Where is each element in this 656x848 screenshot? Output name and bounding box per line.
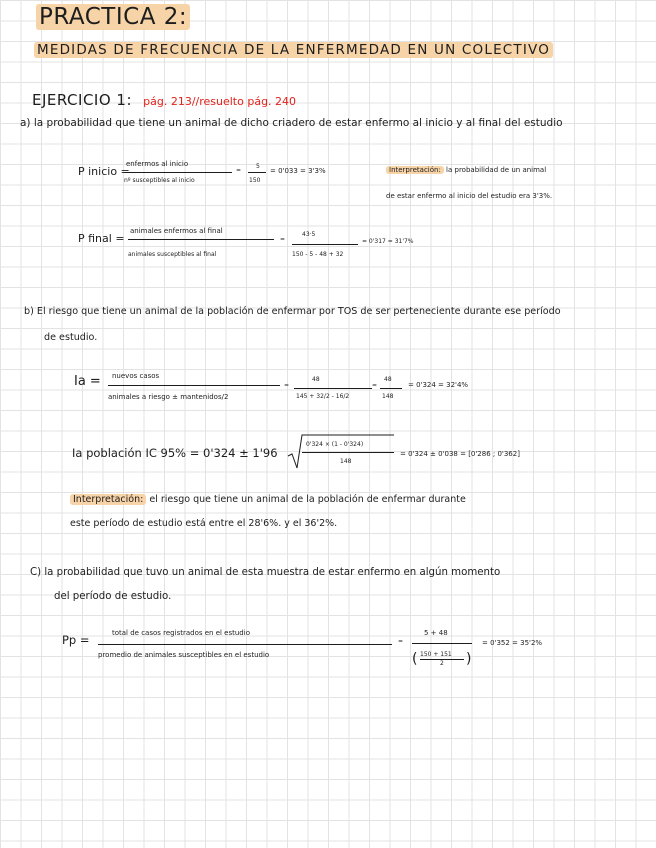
p-inicio-eq-sign: = [236, 167, 242, 174]
ic-sqrt-bar [302, 452, 394, 453]
pp-result: = 0'352 = 35'2% [482, 639, 543, 647]
question-a: a) la probabilidad que tiene un animal de dicho criadero de estar enfermo al inicio y al final del estudio [20, 117, 563, 129]
p-final-result: = 0'317 = 31'7% [362, 238, 414, 245]
ia-fraction2-den: 148 [382, 393, 394, 400]
pp-label: Pp = [62, 633, 90, 647]
p-inicio-fraction-num: 5 [256, 163, 260, 170]
exercise-reference: pág. 213//resuelto pág. 240 [143, 95, 297, 108]
ia-label: Ia = [74, 374, 101, 389]
interpretation-a-line2: de estar enfermo al inicio del estudio era 3'3%. [386, 192, 553, 200]
pp-fraction-bar [412, 643, 472, 644]
ia-result: = 0'324 = 32'4% [408, 381, 469, 389]
ic-sqrt-denominator: 148 [340, 458, 352, 465]
p-inicio-label: P inicio = [78, 165, 130, 178]
ia-eq-sign-1: = [284, 382, 290, 389]
p-final-fraction-bar [292, 244, 358, 245]
p-final-fraction-den: 150 - 5 - 48 + 32 [292, 251, 344, 258]
ia-denominator: animales a riesgo ± mantenidos/2 [108, 393, 229, 401]
p-final-eq-sign: = [280, 236, 286, 243]
ia-fraction1-den: 145 + 32/2 - 16/2 [296, 393, 350, 400]
p-final-denominator: animales susceptibles al final [128, 251, 217, 258]
pp-fraction-num: 5 + 48 [424, 629, 448, 637]
page-title-text: PRACTICA 2: [36, 4, 190, 30]
page-subtitle [34, 42, 553, 58]
pp-numerator: total de casos registrados en el estudio [112, 629, 250, 637]
pp-bar [98, 644, 392, 645]
interpretation-a-line1: la probabilidad de un animal [446, 166, 547, 174]
ic-result: = 0'324 ± 0'038 = [0'286 ; 0'362] [400, 450, 520, 458]
ia-fraction2-num: 48 [384, 376, 392, 383]
page-title [36, 4, 190, 30]
p-inicio-result: = 0'033 = 3'3% [270, 167, 326, 175]
question-b-line2: de estudio. [44, 332, 98, 343]
interpretation-b [70, 494, 466, 505]
interpretation-a [386, 166, 546, 174]
ia-bar [108, 385, 280, 386]
interpretation-a-label: Interpretación: [386, 166, 444, 174]
p-inicio-bar [124, 172, 232, 173]
interpretation-b-label: Interpretación: [70, 494, 146, 505]
page-subtitle-text: MEDIDAS DE FRECUENCIA DE LA ENFERMEDAD EN UN COLECTIVO [34, 42, 553, 58]
p-final-label: P final = [78, 232, 125, 245]
interpretation-b-line2: este período de estudio está entre el 28'6%. y el 36'2%. [70, 518, 338, 529]
interpretation-b-line1: el riesgo que tiene un animal de la población de enfermar durante [149, 494, 466, 505]
p-inicio-denominator: nº susceptibles al inicio [124, 177, 195, 184]
ia-numerator: nuevos casos [112, 372, 160, 380]
p-inicio-numerator: enfermos al inicio [126, 160, 189, 168]
ia-fraction2-bar [380, 388, 402, 389]
pp-fraction-den-top: 150 + 151 [420, 651, 452, 658]
ia-eq-sign-2: = [372, 382, 378, 389]
question-c-line1: C) la probabilidad que tuvo un animal de esta muestra de estar enfermo en algún momento [30, 567, 501, 578]
p-final-numerator: animales enfermos al final [130, 227, 223, 235]
p-inicio-fraction-bar [248, 172, 266, 173]
question-b-line1: b) El riesgo que tiene un animal de la población de enfermar por TOS de ser perteneciente durante ese período [24, 306, 561, 317]
p-inicio-fraction-den: 150 [249, 177, 261, 184]
ia-fraction1-num: 48 [312, 376, 320, 383]
p-final-bar [128, 239, 274, 240]
exercise-heading [32, 90, 296, 109]
ia-fraction1-bar [294, 388, 372, 389]
pp-fraction-den-bot: 2 [440, 660, 444, 667]
pp-denominator: promedio de animales susceptibles en el estudio [98, 651, 270, 659]
p-final-fraction-num: 43·5 [302, 231, 316, 238]
pp-eq-sign: = [398, 638, 404, 645]
pp-fraction-den-open: ( [412, 651, 418, 667]
pp-fraction-den-close: ) [466, 651, 472, 667]
question-c-line2: del período de estudio. [54, 591, 172, 602]
exercise-label: EJERCICIO 1: [32, 91, 133, 109]
ic-sqrt-numerator: 0'324 × (1 - 0'324) [306, 441, 364, 448]
ic-label: Ia población IC 95% = 0'324 ± 1'96 [72, 446, 278, 460]
